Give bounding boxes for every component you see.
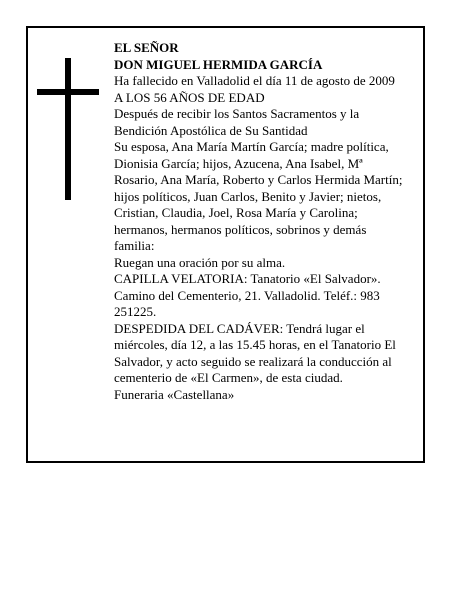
notice-line: Funeraria «Castellana» [114,386,235,402]
notice-line: Salvador, y acto seguido se realizará la conducción al [114,353,392,369]
cross-vertical-bar [65,58,71,200]
deceased-name: DON MIGUEL HERMIDA GARCÍA [114,56,323,72]
notice-line: miércoles, día 12, a las 15.45 horas, en el Tanatorio El [114,337,396,352]
notice-line: familia: [114,238,155,253]
obituary-notice [26,26,425,463]
notice-line: cementerio de «El Carmen», de esta ciudad. [114,370,343,385]
notice-line: Ruegan una oración por su alma. [114,254,286,270]
notice-line: CAPILLA VELATORIA: Tanatorio «El Salvador». [114,271,381,286]
notice-line: Después de recibir los Santos Sacramentos y la [114,106,360,121]
notice-line: Dionisia García; hijos, Azucena, Ana Isabel, Mª [114,155,363,171]
notice-line: Bendición Apostólica de Su Santidad [114,122,308,138]
notice-line: 251225. [114,304,157,319]
notice-line: Cristian, Claudia, Joel, Rosa María y Carolina; [114,205,358,220]
notice-line: Ha fallecido en Valladolid el día 11 de agosto de 2009 [114,73,395,88]
cross-icon [37,58,99,200]
notice-line: A LOS 56 AÑOS DE EDAD [114,89,265,105]
notice-line: hermanos, hermanos políticos, sobrinos y demás [114,221,367,237]
notice-line: Camino del Cementerio, 21. Valladolid. Teléf.: 983 [114,287,380,303]
notice-text [114,40,420,403]
notice-line: hijos políticos, Juan Carlos, Benito y Javier; nietos, [114,188,382,204]
notice-line: Rosario, Ana María, Roberto y Carlos Hermida Martín; [114,172,403,187]
notice-line: Su esposa, Ana María Martín García; madre política, [114,139,389,154]
cross-horizontal-bar [37,89,99,95]
notice-heading: EL SEÑOR [114,40,179,55]
notice-line: DESPEDIDA DEL CADÁVER: Tendrá lugar el [114,320,365,336]
